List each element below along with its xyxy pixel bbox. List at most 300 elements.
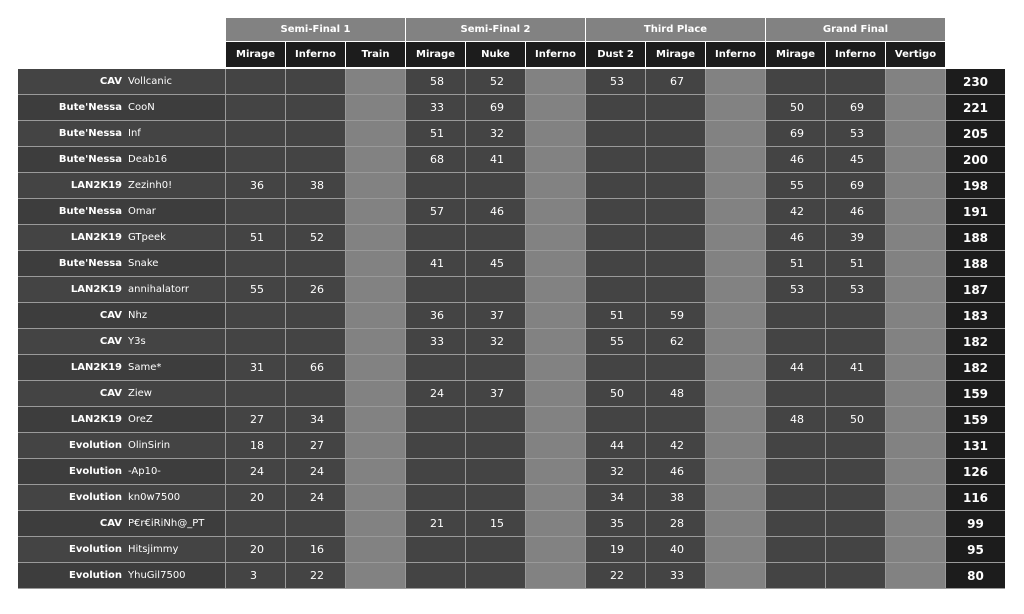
score-cell: [886, 69, 946, 94]
player-name: Snake: [128, 258, 159, 269]
score-cell: [346, 537, 406, 562]
player-name: YhuGil7500: [128, 570, 186, 581]
score-cell: 41: [826, 355, 886, 380]
score-cell: [706, 485, 766, 510]
table-row: [18, 277, 1005, 303]
score-cell: [526, 355, 586, 380]
map-header: Mirage: [646, 42, 705, 67]
score-cell: [826, 563, 886, 588]
map-header: Train: [346, 42, 405, 67]
score-cell: [886, 121, 946, 146]
total-score: 159: [946, 407, 1005, 432]
table-row: [18, 563, 1005, 589]
score-cell: [286, 381, 346, 406]
player-name-cell: [18, 459, 226, 484]
score-cell: [706, 303, 766, 328]
score-cell: 50: [586, 381, 646, 406]
score-cell: 36: [226, 173, 286, 198]
score-cell: [646, 355, 706, 380]
score-cell: 48: [646, 381, 706, 406]
score-cell: [346, 511, 406, 536]
total-score: 183: [946, 303, 1005, 328]
score-cell: 53: [826, 121, 886, 146]
score-cell: [886, 563, 946, 588]
score-cell: [886, 147, 946, 172]
score-cell: [466, 433, 526, 458]
score-cell: [466, 563, 526, 588]
table-row: [18, 433, 1005, 459]
score-cell: 68: [406, 147, 466, 172]
score-cell: [346, 563, 406, 588]
team-name: CAV: [99, 388, 122, 399]
score-cell: [346, 277, 406, 302]
score-cell: [526, 303, 586, 328]
player-name: Vollcanic: [128, 76, 172, 87]
score-cell: [766, 459, 826, 484]
score-cell: 33: [406, 95, 466, 120]
score-cell: [706, 563, 766, 588]
score-cell: 24: [226, 459, 286, 484]
score-cell: [406, 563, 466, 588]
total-score: 131: [946, 433, 1005, 458]
score-cell: 57: [406, 199, 466, 224]
total-score: 230: [946, 69, 1005, 94]
score-cell: [526, 95, 586, 120]
score-cell: 53: [826, 277, 886, 302]
score-cell: [466, 459, 526, 484]
score-cell: 34: [586, 485, 646, 510]
score-cell: 46: [646, 459, 706, 484]
score-cell: 38: [286, 173, 346, 198]
score-cell: 52: [466, 69, 526, 94]
score-cell: [346, 95, 406, 120]
player-name: OreZ: [128, 414, 153, 425]
score-cell: 44: [586, 433, 646, 458]
player-name: annihalatorr: [128, 284, 190, 295]
player-name-cell: [18, 251, 226, 276]
score-cell: 28: [646, 511, 706, 536]
team-name: LAN2K19: [70, 414, 122, 425]
score-cell: [706, 173, 766, 198]
table-row: [18, 251, 1005, 277]
score-cell: 24: [286, 459, 346, 484]
score-cell: [826, 303, 886, 328]
score-cell: 32: [466, 329, 526, 354]
score-cell: [526, 225, 586, 250]
score-cell: [886, 381, 946, 406]
score-cell: [526, 459, 586, 484]
score-cell: 24: [406, 381, 466, 406]
score-cell: 33: [646, 563, 706, 588]
table-row: [18, 329, 1005, 355]
total-score: 116: [946, 485, 1005, 510]
score-cell: 55: [766, 173, 826, 198]
table-row: [18, 459, 1005, 485]
team-name: Bute'Nessa: [58, 154, 122, 165]
score-cell: [226, 95, 286, 120]
score-cell: 55: [586, 329, 646, 354]
score-cell: [286, 303, 346, 328]
score-cell: [286, 121, 346, 146]
player-name-cell: [18, 121, 226, 146]
score-cell: [646, 225, 706, 250]
score-cell: [766, 537, 826, 562]
score-cell: [646, 173, 706, 198]
score-cell: [886, 173, 946, 198]
score-cell: [526, 173, 586, 198]
team-name: Evolution: [69, 544, 122, 555]
score-cell: [826, 511, 886, 536]
player-name-cell: [18, 407, 226, 432]
group-header: Semi-Final 1: [226, 18, 405, 41]
score-cell: [646, 147, 706, 172]
table-row: [18, 407, 1005, 433]
score-cell: 20: [226, 485, 286, 510]
score-cell: [526, 511, 586, 536]
score-cell: [826, 381, 886, 406]
score-cell: [586, 355, 646, 380]
score-cell: 3: [226, 563, 286, 588]
score-cell: [706, 95, 766, 120]
score-cell: [646, 407, 706, 432]
score-cell: 31: [226, 355, 286, 380]
team-name: CAV: [99, 518, 122, 529]
table-row: [18, 173, 1005, 199]
score-cell: 37: [466, 303, 526, 328]
score-cell: [526, 329, 586, 354]
score-cell: [766, 329, 826, 354]
map-header: Mirage: [766, 42, 825, 67]
score-cell: [886, 433, 946, 458]
score-cell: [406, 407, 466, 432]
score-cell: [646, 95, 706, 120]
score-cell: [406, 537, 466, 562]
score-cell: 36: [406, 303, 466, 328]
score-cell: [706, 147, 766, 172]
score-cell: 45: [466, 251, 526, 276]
score-cell: [346, 303, 406, 328]
score-cell: 53: [766, 277, 826, 302]
score-cell: [766, 511, 826, 536]
total-score: 95: [946, 537, 1005, 562]
map-header: Mirage: [406, 42, 465, 67]
player-name: CooN: [128, 102, 155, 113]
score-cell: [466, 537, 526, 562]
score-cell: [406, 485, 466, 510]
score-cell: 46: [826, 199, 886, 224]
team-name: Bute'Nessa: [58, 102, 122, 113]
player-name-cell: [18, 95, 226, 120]
score-cell: [286, 95, 346, 120]
score-cell: [706, 355, 766, 380]
score-cell: [526, 433, 586, 458]
score-cell: [526, 537, 586, 562]
score-cell: 27: [226, 407, 286, 432]
score-cell: [646, 121, 706, 146]
score-cell: [346, 147, 406, 172]
player-name: Ziew: [128, 388, 152, 399]
total-score: 205: [946, 121, 1005, 146]
table-row: [18, 225, 1005, 251]
map-header: Nuke: [466, 42, 525, 67]
score-cell: [346, 381, 406, 406]
player-name: Deab16: [128, 154, 168, 165]
score-cell: [586, 277, 646, 302]
score-cell: 40: [646, 537, 706, 562]
score-cell: [286, 69, 346, 94]
score-cell: 51: [226, 225, 286, 250]
score-cell: 32: [466, 121, 526, 146]
score-cell: [706, 537, 766, 562]
score-cell: 37: [466, 381, 526, 406]
score-cell: [526, 485, 586, 510]
score-cell: 20: [226, 537, 286, 562]
table-row: [18, 381, 1005, 407]
score-cell: [886, 277, 946, 302]
score-cell: [226, 511, 286, 536]
score-cell: [226, 303, 286, 328]
team-name: LAN2K19: [70, 180, 122, 191]
score-cell: 46: [766, 147, 826, 172]
player-name-cell: [18, 329, 226, 354]
score-cell: [346, 355, 406, 380]
team-name: Evolution: [69, 492, 122, 503]
team-name: Bute'Nessa: [58, 128, 122, 139]
table-row: [18, 121, 1005, 147]
score-cell: 45: [826, 147, 886, 172]
score-cell: [766, 69, 826, 94]
team-name: LAN2K19: [70, 284, 122, 295]
score-cell: 69: [826, 95, 886, 120]
table-row: [18, 355, 1005, 381]
score-cell: [766, 563, 826, 588]
score-cell: [586, 95, 646, 120]
score-cell: [886, 199, 946, 224]
score-cell: 69: [466, 95, 526, 120]
score-cell: 51: [406, 121, 466, 146]
score-cell: 39: [826, 225, 886, 250]
team-name: Bute'Nessa: [58, 206, 122, 217]
score-cell: 27: [286, 433, 346, 458]
player-name: Hitsjimmy: [128, 544, 179, 555]
score-cell: [346, 69, 406, 94]
score-cell: [526, 199, 586, 224]
group-header: Grand Final: [766, 18, 945, 41]
score-cell: [466, 277, 526, 302]
score-cell: [586, 121, 646, 146]
player-name: Omar: [128, 206, 156, 217]
player-name-cell: [18, 511, 226, 536]
score-cell: 42: [766, 199, 826, 224]
score-cell: [406, 277, 466, 302]
score-cell: [406, 225, 466, 250]
score-cell: 33: [406, 329, 466, 354]
player-name-cell: [18, 485, 226, 510]
score-cell: [646, 251, 706, 276]
total-score: 221: [946, 95, 1005, 120]
score-cell: [346, 199, 406, 224]
total-score: 200: [946, 147, 1005, 172]
team-name: CAV: [99, 76, 122, 87]
score-cell: 66: [286, 355, 346, 380]
score-cell: 15: [466, 511, 526, 536]
score-cell: 55: [226, 277, 286, 302]
score-cell: 59: [646, 303, 706, 328]
score-cell: 69: [766, 121, 826, 146]
score-cell: [766, 485, 826, 510]
score-cell: [286, 147, 346, 172]
score-cell: 69: [826, 173, 886, 198]
score-cell: [766, 433, 826, 458]
score-cell: [886, 407, 946, 432]
map-header: Inferno: [706, 42, 765, 67]
score-cell: 41: [466, 147, 526, 172]
total-score: 188: [946, 225, 1005, 250]
score-cell: [586, 173, 646, 198]
score-cell: [286, 511, 346, 536]
score-cell: [526, 69, 586, 94]
total-score: 126: [946, 459, 1005, 484]
map-header: Dust 2: [586, 42, 645, 67]
table-row: [18, 69, 1005, 95]
score-cell: [346, 173, 406, 198]
score-cell: 38: [646, 485, 706, 510]
player-name: P€r€iRiNh@_PT: [128, 518, 205, 529]
score-cell: [406, 459, 466, 484]
score-cell: [886, 537, 946, 562]
score-cell: [226, 251, 286, 276]
score-cell: [466, 355, 526, 380]
score-cell: [346, 329, 406, 354]
score-cell: [826, 537, 886, 562]
score-cell: [226, 147, 286, 172]
score-cell: [526, 407, 586, 432]
score-cell: [526, 251, 586, 276]
player-name-cell: [18, 147, 226, 172]
score-cell: [886, 355, 946, 380]
player-name-cell: [18, 433, 226, 458]
table-row: [18, 147, 1005, 173]
score-cell: [886, 225, 946, 250]
team-name: Evolution: [69, 570, 122, 581]
score-cell: 51: [586, 303, 646, 328]
score-cell: [406, 433, 466, 458]
score-cell: [706, 381, 766, 406]
total-score: 182: [946, 329, 1005, 354]
score-cell: [226, 69, 286, 94]
score-cell: [346, 251, 406, 276]
total-score: 187: [946, 277, 1005, 302]
score-cell: [406, 173, 466, 198]
score-cell: [586, 251, 646, 276]
score-cell: 21: [406, 511, 466, 536]
table-row: [18, 485, 1005, 511]
table-row: [18, 537, 1005, 563]
player-name-cell: [18, 537, 226, 562]
score-cell: [826, 69, 886, 94]
player-name-cell: [18, 173, 226, 198]
map-header: Vertigo: [886, 42, 945, 67]
player-name: OlinSirin: [128, 440, 171, 451]
map-header: Mirage: [226, 42, 285, 67]
score-cell: [706, 225, 766, 250]
score-cell: [706, 277, 766, 302]
score-cell: 58: [406, 69, 466, 94]
score-cell: [466, 173, 526, 198]
player-name: -Ap10-: [128, 466, 161, 477]
score-cell: [706, 511, 766, 536]
score-cell: [706, 121, 766, 146]
score-cell: [886, 95, 946, 120]
player-name: GTpeek: [128, 232, 166, 243]
score-cell: [706, 433, 766, 458]
team-name: CAV: [99, 310, 122, 321]
score-cell: [706, 199, 766, 224]
score-cell: [346, 407, 406, 432]
score-cell: [826, 433, 886, 458]
player-name: Nhz: [128, 310, 148, 321]
score-cell: 22: [286, 563, 346, 588]
score-cell: [886, 303, 946, 328]
score-cell: [706, 459, 766, 484]
player-name: Inf: [128, 128, 141, 139]
table-row: [18, 95, 1005, 121]
player-name-cell: [18, 199, 226, 224]
score-cell: [286, 329, 346, 354]
player-name-cell: [18, 381, 226, 406]
score-cell: 35: [586, 511, 646, 536]
team-name: Evolution: [69, 440, 122, 451]
map-header: Inferno: [826, 42, 885, 67]
score-cell: 53: [586, 69, 646, 94]
score-cell: 22: [586, 563, 646, 588]
score-cell: [886, 485, 946, 510]
score-cell: 62: [646, 329, 706, 354]
player-name: kn0w7500: [128, 492, 181, 503]
score-cell: [346, 121, 406, 146]
score-cell: [526, 381, 586, 406]
score-cell: [826, 459, 886, 484]
score-cell: 42: [646, 433, 706, 458]
player-name: Y3s: [128, 336, 146, 347]
score-cell: 51: [766, 251, 826, 276]
score-cell: 32: [586, 459, 646, 484]
score-cell: 48: [766, 407, 826, 432]
score-cell: 50: [766, 95, 826, 120]
team-name: Bute'Nessa: [58, 258, 122, 269]
score-cell: [406, 355, 466, 380]
score-cell: [466, 485, 526, 510]
score-cell: [826, 485, 886, 510]
score-cell: 18: [226, 433, 286, 458]
score-cell: [526, 277, 586, 302]
score-cell: [886, 459, 946, 484]
score-cell: [586, 407, 646, 432]
map-header: Inferno: [286, 42, 345, 67]
score-cell: [706, 251, 766, 276]
team-name: LAN2K19: [70, 362, 122, 373]
score-cell: [226, 121, 286, 146]
score-cell: [766, 303, 826, 328]
score-cell: [886, 251, 946, 276]
score-cell: 51: [826, 251, 886, 276]
score-cell: [526, 147, 586, 172]
player-name-cell: [18, 225, 226, 250]
score-cell: [586, 147, 646, 172]
score-cell: 46: [766, 225, 826, 250]
score-cell: 16: [286, 537, 346, 562]
team-name: Evolution: [69, 466, 122, 477]
